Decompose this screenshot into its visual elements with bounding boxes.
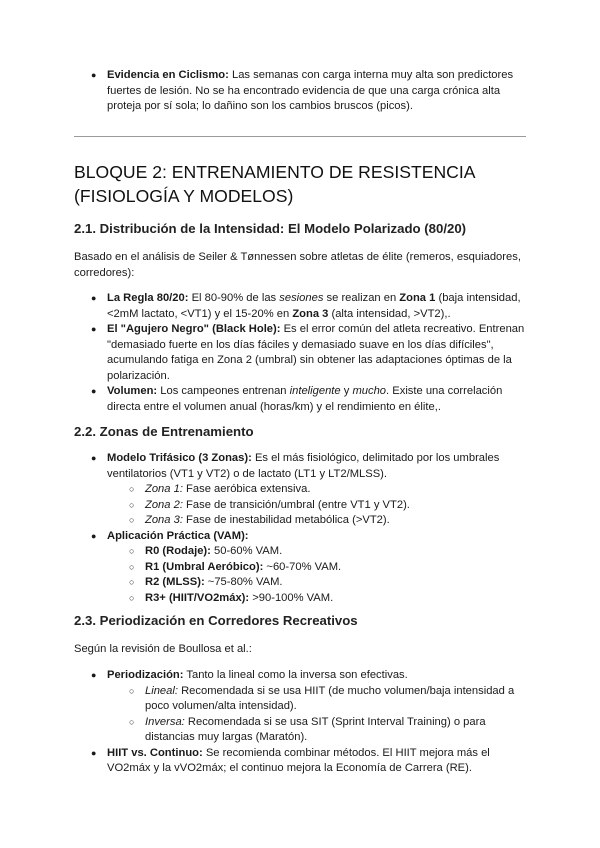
circle-bullet-icon: ○ bbox=[129, 592, 135, 603]
list-item: ● Modelo Trifásico (3 Zonas): Es el más fisiológico, delimitado por los umbrales ventilatorios (VT1 y VT2) o de lactato (LT1 y LT2/MLSS). bbox=[91, 452, 500, 480]
section-2-1-intro: Basado en el análisis de Seiler & Tønnessen sobre atletas de élite (remeros, esquiadores, corredores): bbox=[74, 251, 521, 279]
section-2-1-list bbox=[91, 291, 527, 415]
list-item: ○ Zona 1: Fase aeróbica extensiva. bbox=[107, 482, 527, 498]
section-2-3-title: 2.3. Periodización en Corredores Recreativos bbox=[74, 613, 358, 628]
list-item: ○ Zona 2: Fase de transición/umbral (entre VT1 y VT2). bbox=[107, 498, 527, 514]
list-item: ● Aplicación Práctica (VAM): bbox=[107, 529, 527, 545]
bullet-icon: ● bbox=[91, 747, 97, 758]
zones-sublist bbox=[107, 482, 527, 529]
list-item: ○ R1 (Umbral Aeróbico): ~60-70% VAM. bbox=[107, 560, 527, 576]
list-item: ○ Zona 3: Fase de inestabilidad metabólica (>VT2). bbox=[107, 513, 527, 529]
list-item: ● Evidencia en Ciclismo: Las semanas con carga interna muy alta son predictores fuertes de lesión. No se ha encontrado evidencia de que una carga crónica alta proteja por sí sola; lo dañino son los cambios bruscos (picos). bbox=[91, 69, 514, 112]
list-item: ● La Regla 80/20: El 80-90% de las sesiones se realizan en Zona 1 (baja intensidad, <2mM lactato, <VT1) y el 15-20% en Zona 3 (alta intensidad, >VT2),. bbox=[91, 292, 521, 320]
bullet-icon: ● bbox=[91, 453, 97, 463]
bullet-icon: ● bbox=[91, 70, 97, 80]
list-item: ○ Lineal: Recomendada si se usa HIIT (de mucho volumen/baja intensidad a poco volumen/alta intensidad). bbox=[129, 684, 515, 712]
bullet-icon: ● bbox=[91, 530, 97, 541]
list-item: ● El "Agujero Negro" (Black Hole): Es el error común del atleta recreativo. Entrenan "demasiado fuerte en los días fáciles y demasiado suave en los días difíciles", acumulando fatiga en Zona 2 (umbral) sin obtener las adaptaciones óptimas de la polarización. bbox=[91, 323, 525, 382]
vam-sublist bbox=[107, 544, 527, 606]
list-item: ● HIIT vs. Continuo: Se recomienda combinar métodos. El HIIT mejora más el VO2máx y la vVO2máx; el continuo mejora la Economía de Carrera (RE). bbox=[91, 746, 490, 774]
horizontal-divider bbox=[74, 136, 526, 137]
list-item: ○ R2 (MLSS): ~75-80% VAM. bbox=[107, 575, 527, 591]
bullet-icon: ● bbox=[91, 670, 97, 680]
periodization-sublist bbox=[107, 684, 527, 746]
section-2-3-intro: Según la revisión de Boullosa et al.: bbox=[74, 643, 252, 655]
circle-bullet-icon: ○ bbox=[129, 546, 135, 556]
circle-bullet-icon: ○ bbox=[129, 577, 135, 587]
list-item: ● Volumen: Los campeones entrenan inteligente y mucho. Existe una correlación directa entre el volumen anual (horas/km) y el rendimiento en élite,. bbox=[91, 385, 503, 413]
list-item: ○ R0 (Rodaje): 50-60% VAM. bbox=[107, 544, 527, 560]
block-title: BLOQUE 2: ENTRENAMIENTO DE RESISTENCIA (FISIOLOGÍA Y MODELOS) bbox=[74, 162, 475, 206]
circle-bullet-icon: ○ bbox=[129, 515, 135, 525]
section-2-3-list bbox=[91, 668, 527, 777]
circle-bullet-icon: ○ bbox=[129, 716, 135, 727]
section-2-2-list bbox=[91, 451, 527, 606]
bullet-icon: ● bbox=[91, 293, 97, 303]
bullet-icon: ● bbox=[91, 386, 97, 396]
list-item: ● Periodización: Tanto la lineal como la inversa son efectivas. bbox=[107, 668, 527, 684]
section-2-2-title: 2.2. Zonas de Entrenamiento bbox=[74, 424, 254, 439]
evidence-list bbox=[91, 68, 527, 115]
circle-bullet-icon: ○ bbox=[129, 499, 135, 510]
circle-bullet-icon: ○ bbox=[129, 685, 135, 696]
circle-bullet-icon: ○ bbox=[129, 561, 135, 572]
list-item: ○ Inversa: Recomendada si se usa SIT (Sprint Interval Training) o para distancias muy largas (Maratón). bbox=[129, 715, 486, 743]
section-2-1-title: 2.1. Distribución de la Intensidad: El Modelo Polarizado (80/20) bbox=[74, 221, 467, 236]
list-item: ○ R3+ (HIIT/VO2máx): >90-100% VAM. bbox=[107, 591, 527, 607]
bullet-icon: ● bbox=[91, 324, 97, 334]
circle-bullet-icon: ○ bbox=[129, 484, 135, 494]
